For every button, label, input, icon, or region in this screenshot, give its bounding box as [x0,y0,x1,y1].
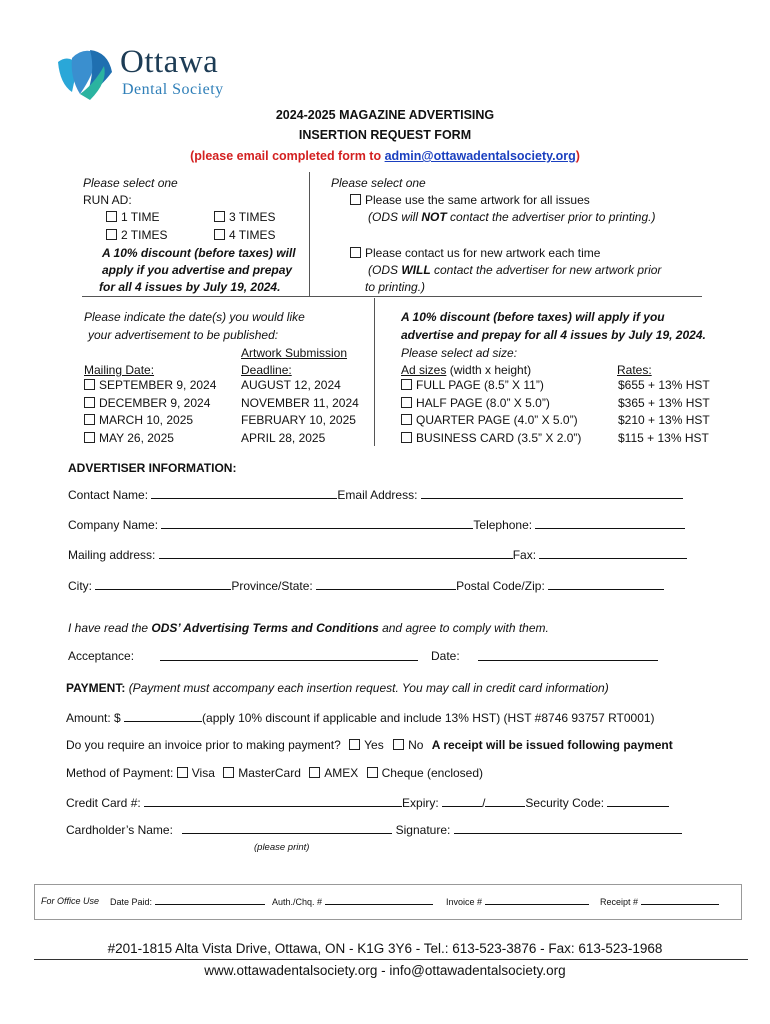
deadline: FEBRUARY 10, 2025 [241,413,356,427]
rate: $365 + 13% HST [618,396,710,410]
run-ad-discount-1: A 10% discount (before taxes) will [102,246,296,260]
rate: $655 + 13% HST [618,378,710,392]
run-ad-select: Please select one [83,176,178,190]
payment-row [66,681,609,695]
checkbox[interactable] [214,211,225,222]
visa-label: Visa [191,766,215,780]
mastercard-label: MasterCard [238,766,301,780]
mailing-row [68,547,687,562]
checkbox[interactable] [350,247,361,258]
method-row [66,766,483,780]
acceptance-field[interactable] [160,649,418,664]
checkbox[interactable] [401,414,412,425]
form-title-2: INSERTION REQUEST FORM [298,128,472,142]
auth-chq: Auth./Chq. # [272,896,433,907]
divider [82,296,702,297]
auth-field[interactable] [325,896,433,905]
run-ad-label: RUN AD: [83,193,132,207]
email-suffix: ) [575,149,580,163]
amount-label: Amount: $ [66,711,121,725]
terms-link[interactable]: ODS’ Advertising Terms and Conditions [151,621,379,635]
yes-checkbox[interactable] [349,739,360,750]
email-label: Email Address: [337,488,418,502]
sizes-select: Please select ad size: [401,346,518,360]
mailing-label: Mailing address: [68,548,156,562]
city-label: City: [68,579,92,593]
company-label: Company Name: [68,518,159,532]
footer-address: #201-1815 Alta Vista Drive, Ottawa, ON - K1G 3Y6 - Tel.: 613-523-3876 - Fax: 613-523-1968 [107,941,663,956]
deadline: NOVEMBER 11, 2024 [241,396,359,410]
receipt-field[interactable] [641,896,719,905]
telephone-label: Telephone: [473,518,533,532]
city-field[interactable] [95,578,231,590]
method-label: Method of Payment: [66,766,174,780]
deadline: AUGUST 12, 2024 [241,378,341,392]
mastercard-checkbox[interactable] [223,767,234,778]
mail-date-row[interactable]: MARCH 10, 2025 [84,413,193,427]
fax-field[interactable] [539,547,687,559]
checkbox[interactable] [84,379,95,390]
deadline-header-2: Deadline: [241,363,292,377]
office-label: For Office Use [41,896,100,906]
artwork-same-note: (ODS will NOT contact the advertiser prior to printing.) [368,210,656,224]
acceptance-date-label: Date: [431,649,460,663]
checkbox[interactable] [84,414,95,425]
invoice-field[interactable] [485,896,589,905]
artwork-select: Please select one [331,176,426,190]
terms-text: I have read the ODS’ Advertising Terms and Conditions and agree to comply with them. [68,621,549,635]
print-note: (please print) [254,842,310,853]
invoice-row [66,738,673,752]
mailing-date-header: Mailing Date: [84,363,155,377]
run-ad-4[interactable]: 4 TIMES [214,228,275,242]
artwork-new-note: (ODS WILL contact the advertiser for new artwork prior [368,263,662,277]
mail-date-row[interactable]: DECEMBER 9, 2024 [84,396,210,410]
city-row [68,578,664,593]
checkbox[interactable] [350,194,361,205]
size-row[interactable]: FULL PAGE (8.5” X 11”) [401,378,544,392]
cardholder-label: Cardholder’s Name: [66,823,173,837]
no-label: No [408,738,424,752]
email-field[interactable] [421,487,683,499]
checkbox[interactable] [106,211,117,222]
cardholder-row [66,822,682,837]
artwork-new-note-2: to printing.) [365,280,426,294]
run-ad-1[interactable]: 1 TIME [106,210,159,224]
advertiser-heading: ADVERTISER INFORMATION: [68,461,237,475]
checkbox[interactable] [84,432,95,443]
invoice-num: Invoice # [446,896,589,907]
checkbox[interactable] [401,379,412,390]
form-title-1: 2024-2025 MAGAZINE ADVERTISING [275,108,495,122]
sizes-header: Ad sizes (width x height) [401,363,532,377]
run-ad-discount-3: for all 4 issues by July 19, 2024. [99,280,281,294]
telephone-field[interactable] [535,517,685,529]
expiry-slash: / [482,796,486,810]
payment-label: PAYMENT: [66,681,126,695]
amex-checkbox[interactable] [309,767,320,778]
cc-row [66,795,669,810]
cardholder-field[interactable] [182,822,392,834]
checkbox[interactable] [84,397,95,408]
deadline: APRIL 28, 2025 [241,431,326,445]
footer-divider [34,959,748,960]
logo-title: Ottawa [120,44,219,80]
payment-note: (Payment must accompany each insertion request. You may call in credit card information) [128,681,609,695]
signature-label: Signature: [395,823,451,837]
rate: $115 + 13% HST [618,431,709,445]
no-checkbox[interactable] [393,739,404,750]
divider [374,298,375,446]
expiry-month-field[interactable] [442,795,482,807]
mail-date-row[interactable]: MAY 26, 2025 [84,431,174,445]
contact-field[interactable] [151,487,337,499]
email-instruction [0,149,770,163]
invoice-question: Do you require an invoice prior to making payment? [66,738,341,752]
amex-label: AMEX [324,766,359,780]
size-row[interactable]: HALF PAGE (8.0” X 5.0”) [401,396,550,410]
run-ad-2[interactable]: 2 TIMES [106,228,167,242]
security-label: Security Code: [525,796,605,810]
rates-header: Rates: [617,363,652,377]
receipt-note: A receipt will be issued following payment [431,738,673,752]
amount-row [66,710,655,725]
mailing-field[interactable] [159,547,513,559]
expiry-year-field[interactable] [485,795,525,807]
checkbox[interactable] [401,397,412,408]
mail-date-row[interactable]: SEPTEMBER 9, 2024 [84,378,216,392]
sizes-discount-1: A 10% discount (before taxes) will apply if you [401,310,665,324]
province-label: Province/State: [231,579,313,593]
visa-checkbox[interactable] [177,767,188,778]
date-paid: Date Paid: [110,896,265,907]
size-row[interactable]: BUSINESS CARD (3.5” X 2.0”) [401,431,581,445]
amount-note: (apply 10% discount if applicable and include 13% HST) (HST #8746 93757 RT0001) [202,711,655,725]
email-link[interactable]: admin@ottawadentalsociety.org [384,149,576,163]
artwork-same[interactable]: Please use the same artwork for all issues [350,193,590,207]
checkbox[interactable] [401,432,412,443]
artwork-new[interactable]: Please contact us for new artwork each time [350,246,600,260]
dates-intro-2: your advertisement to be published: [88,328,279,342]
divider [309,172,310,296]
postal-label: Postal Code/Zip: [456,579,545,593]
deadline-header-1: Artwork Submission [241,346,348,360]
logo-subtitle: Dental Society [122,81,224,98]
sizes-discount-2: advertise and prepay for all 4 issues by July 19, 2024. [401,328,706,342]
cc-field[interactable] [144,795,402,807]
province-field[interactable] [316,578,456,590]
run-ad-discount-2: apply if you advertise and prepay [102,263,293,277]
contact-label: Contact Name: [68,488,149,502]
receipt-num: Receipt # [600,896,719,907]
yes-label: Yes [364,738,384,752]
checkbox[interactable] [214,229,225,240]
logo-icon [50,44,120,102]
company-field[interactable] [161,517,473,529]
acceptance-date-field[interactable] [478,649,658,664]
cheque-checkbox[interactable] [367,767,378,778]
checkbox[interactable] [106,229,117,240]
logo [50,44,250,104]
date-paid-field[interactable] [155,896,265,905]
signature-field[interactable] [454,822,682,834]
postal-field[interactable] [548,578,664,590]
rate: $210 + 13% HST [618,413,710,427]
run-ad-3[interactable]: 3 TIMES [214,210,275,224]
cheque-label: Cheque (enclosed) [381,766,484,780]
dates-intro-1: Please indicate the date(s) you would like [84,310,305,324]
contact-row [68,487,683,502]
email-prefix: (please email completed form to [190,149,385,163]
acceptance-label: Acceptance: [68,649,135,663]
expiry-label: Expiry: [402,796,439,810]
size-row[interactable]: QUARTER PAGE (4.0” X 5.0”) [401,413,578,427]
amount-field[interactable] [124,710,202,722]
fax-label: Fax: [512,548,537,562]
footer-web[interactable]: www.ottawadentalsociety.org - info@ottawadentalsociety.org [204,963,566,978]
cc-label: Credit Card #: [66,796,141,810]
company-row [68,517,685,532]
security-field[interactable] [607,795,669,807]
